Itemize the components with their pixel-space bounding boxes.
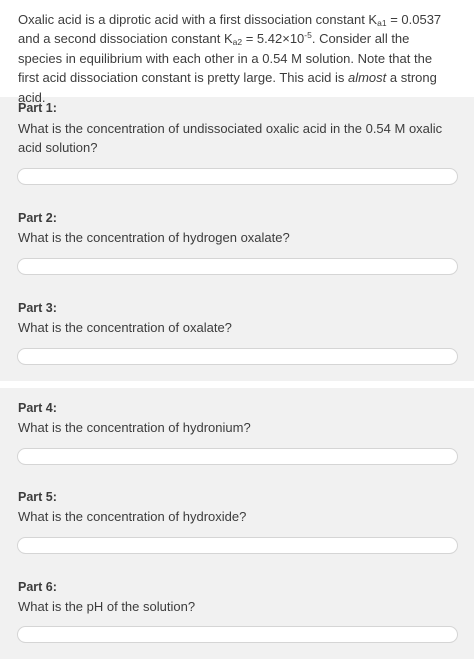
part-5-question: What is the concentration of hydroxide?: [18, 509, 247, 524]
part-6-answer-input[interactable]: [17, 626, 458, 643]
part-5-answer-input[interactable]: [17, 537, 458, 554]
part-3-answer-input[interactable]: [17, 348, 458, 365]
part-1-answer-input[interactable]: [17, 168, 458, 185]
intro-text: = 0.0537 and a second dissociation constant K: [18, 12, 442, 47]
intro-text: . Consider all the species in equilibrium with each other in a 0.54 M solution. Note that the first acid dissociation constant is pretty large. This acid is: [18, 31, 433, 86]
part-6-label: Part 6:: [18, 580, 57, 594]
part-2-label: Part 2:: [18, 211, 57, 225]
ka2-subscript: a2: [232, 37, 243, 48]
part-4-question: What is the concentration of hydronium?: [18, 420, 251, 435]
part-3-question: What is the concentration of oxalate?: [18, 320, 232, 335]
exponent-superscript: -5: [304, 30, 312, 41]
section-divider: [0, 381, 474, 388]
intro-text: a strong acid.: [18, 70, 437, 105]
part-2-question: What is the concentration of hydrogen oxalate?: [18, 230, 290, 245]
part-3-label: Part 3:: [18, 301, 57, 315]
intro-text: Oxalic acid is a diprotic acid with a first dissociation constant K: [18, 12, 378, 27]
part-1-label: Part 1:: [18, 101, 57, 115]
emphasis-text: almost: [347, 70, 387, 86]
part-1-question: What is the concentration of undissociated oxalic acid in the 0.54 M oxalic acid solution?: [18, 121, 443, 155]
part-4-answer-input[interactable]: [17, 448, 458, 465]
part-2-answer-input[interactable]: [17, 258, 458, 275]
part-6-question: What is the pH of the solution?: [18, 599, 196, 614]
part-5-label: Part 5:: [18, 490, 57, 504]
part-4-label: Part 4:: [18, 401, 57, 415]
intro-text: = 5.42×10: [242, 31, 305, 47]
ka1-subscript: a1: [377, 18, 387, 28]
problem-statement: [0, 0, 474, 105]
